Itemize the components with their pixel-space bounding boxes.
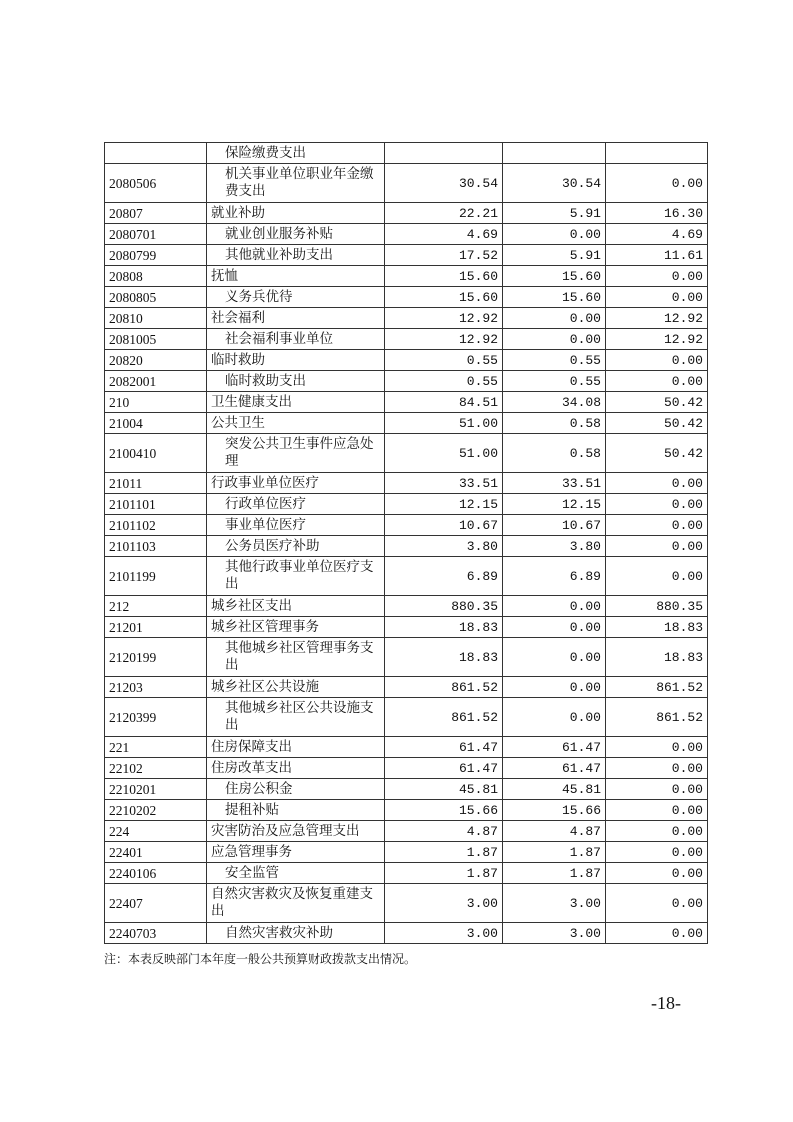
table-row xyxy=(105,800,708,821)
row-basic: 0.00 xyxy=(503,596,606,617)
row-basic: 4.87 xyxy=(503,821,606,842)
table-row xyxy=(105,329,708,350)
row-code: 2240703 xyxy=(105,923,207,944)
row-total: 880.35 xyxy=(385,596,503,617)
row-basic: 61.47 xyxy=(503,737,606,758)
row-code: 2120199 xyxy=(105,638,207,677)
row-name: 城乡社区公共设施 xyxy=(207,677,385,698)
row-name: 义务兵优待 xyxy=(207,287,385,308)
row-total: 84.51 xyxy=(385,392,503,413)
row-name: 突发公共卫生事件应急处理 xyxy=(207,434,385,473)
row-total: 6.89 xyxy=(385,557,503,596)
row-project: 880.35 xyxy=(606,596,708,617)
row-project: 0.00 xyxy=(606,779,708,800)
row-name: 其他城乡社区管理事务支出 xyxy=(207,638,385,677)
row-total: 4.87 xyxy=(385,821,503,842)
row-project: 16.30 xyxy=(606,203,708,224)
row-code: 20808 xyxy=(105,266,207,287)
budget-table-body xyxy=(105,143,708,944)
row-name: 自然灾害救灾及恢复重建支出 xyxy=(207,884,385,923)
table-row xyxy=(105,350,708,371)
row-total: 1.87 xyxy=(385,863,503,884)
row-name: 卫生健康支出 xyxy=(207,392,385,413)
row-project: 861.52 xyxy=(606,698,708,737)
row-name: 公务员医疗补助 xyxy=(207,536,385,557)
row-code: 2100410 xyxy=(105,434,207,473)
row-code: 212 xyxy=(105,596,207,617)
row-code: 22407 xyxy=(105,884,207,923)
row-code: 2101103 xyxy=(105,536,207,557)
row-name: 行政单位医疗 xyxy=(207,494,385,515)
row-total: 17.52 xyxy=(385,245,503,266)
row-basic: 0.55 xyxy=(503,350,606,371)
row-basic: 12.15 xyxy=(503,494,606,515)
table-row xyxy=(105,677,708,698)
row-name: 保险缴费支出 xyxy=(207,143,385,164)
row-project: 0.00 xyxy=(606,863,708,884)
row-basic: 5.91 xyxy=(503,245,606,266)
row-project: 861.52 xyxy=(606,677,708,698)
row-total: 1.87 xyxy=(385,842,503,863)
row-name: 事业单位医疗 xyxy=(207,515,385,536)
row-name: 其他行政事业单位医疗支出 xyxy=(207,557,385,596)
row-code: 22401 xyxy=(105,842,207,863)
row-code: 2101199 xyxy=(105,557,207,596)
row-basic: 0.00 xyxy=(503,308,606,329)
table-row xyxy=(105,371,708,392)
row-basic: 30.54 xyxy=(503,164,606,203)
row-total: 45.81 xyxy=(385,779,503,800)
table-row xyxy=(105,923,708,944)
row-basic: 0.58 xyxy=(503,434,606,473)
row-name: 行政事业单位医疗 xyxy=(207,473,385,494)
row-basic: 15.66 xyxy=(503,800,606,821)
row-total: 861.52 xyxy=(385,698,503,737)
row-project: 0.00 xyxy=(606,371,708,392)
row-code: 2081005 xyxy=(105,329,207,350)
row-name: 应急管理事务 xyxy=(207,842,385,863)
row-basic: 3.80 xyxy=(503,536,606,557)
row-name: 机关事业单位职业年金缴费支出 xyxy=(207,164,385,203)
row-project: 50.42 xyxy=(606,413,708,434)
row-total: 61.47 xyxy=(385,758,503,779)
row-code: 21203 xyxy=(105,677,207,698)
row-total: 0.55 xyxy=(385,371,503,392)
row-project: 18.83 xyxy=(606,617,708,638)
row-total: 3.80 xyxy=(385,536,503,557)
row-total: 15.66 xyxy=(385,800,503,821)
row-total: 15.60 xyxy=(385,266,503,287)
row-code: 2080701 xyxy=(105,224,207,245)
row-basic: 34.08 xyxy=(503,392,606,413)
row-name: 安全监管 xyxy=(207,863,385,884)
row-total: 51.00 xyxy=(385,434,503,473)
table-note: 注：本表反映部门本年度一般公共预算财政拨款支出情况。 xyxy=(104,952,417,966)
row-project: 0.00 xyxy=(606,737,708,758)
row-total: 4.69 xyxy=(385,224,503,245)
row-project: 0.00 xyxy=(606,842,708,863)
table-row xyxy=(105,884,708,923)
row-code: 21011 xyxy=(105,473,207,494)
row-project: 12.92 xyxy=(606,308,708,329)
table-row xyxy=(105,737,708,758)
table-row xyxy=(105,203,708,224)
row-project: 0.00 xyxy=(606,557,708,596)
table-row xyxy=(105,863,708,884)
page-number: -18- xyxy=(651,993,681,1013)
row-total: 15.60 xyxy=(385,287,503,308)
row-project: 0.00 xyxy=(606,350,708,371)
row-total: 18.83 xyxy=(385,638,503,677)
row-basic: 0.00 xyxy=(503,329,606,350)
row-total: 30.54 xyxy=(385,164,503,203)
row-project: 50.42 xyxy=(606,392,708,413)
row-code: 20810 xyxy=(105,308,207,329)
row-name: 抚恤 xyxy=(207,266,385,287)
row-project: 4.69 xyxy=(606,224,708,245)
table-row xyxy=(105,842,708,863)
row-project: 0.00 xyxy=(606,515,708,536)
row-code: 2101101 xyxy=(105,494,207,515)
row-total: 3.00 xyxy=(385,884,503,923)
row-code xyxy=(105,143,207,164)
row-project: 0.00 xyxy=(606,287,708,308)
table-row xyxy=(105,557,708,596)
row-name: 社会福利事业单位 xyxy=(207,329,385,350)
table-row xyxy=(105,494,708,515)
row-project: 0.00 xyxy=(606,800,708,821)
row-name: 住房改革支出 xyxy=(207,758,385,779)
row-basic: 5.91 xyxy=(503,203,606,224)
table-row xyxy=(105,617,708,638)
row-code: 2120399 xyxy=(105,698,207,737)
row-total: 61.47 xyxy=(385,737,503,758)
row-total xyxy=(385,143,503,164)
row-code: 22102 xyxy=(105,758,207,779)
row-name: 其他就业补助支出 xyxy=(207,245,385,266)
row-name: 住房公积金 xyxy=(207,779,385,800)
row-project: 0.00 xyxy=(606,758,708,779)
row-code: 2082001 xyxy=(105,371,207,392)
row-basic: 45.81 xyxy=(503,779,606,800)
row-total: 10.67 xyxy=(385,515,503,536)
row-name: 社会福利 xyxy=(207,308,385,329)
row-basic: 0.00 xyxy=(503,677,606,698)
row-code: 2210201 xyxy=(105,779,207,800)
row-code: 2240106 xyxy=(105,863,207,884)
row-project: 0.00 xyxy=(606,923,708,944)
row-name: 公共卫生 xyxy=(207,413,385,434)
table-row xyxy=(105,758,708,779)
row-name: 提租补贴 xyxy=(207,800,385,821)
row-code: 2080805 xyxy=(105,287,207,308)
row-total: 861.52 xyxy=(385,677,503,698)
row-project: 50.42 xyxy=(606,434,708,473)
table-row xyxy=(105,266,708,287)
table-row xyxy=(105,224,708,245)
table-row xyxy=(105,245,708,266)
row-project: 0.00 xyxy=(606,821,708,842)
table-row xyxy=(105,779,708,800)
row-name: 灾害防治及应急管理支出 xyxy=(207,821,385,842)
row-code: 2080799 xyxy=(105,245,207,266)
row-project xyxy=(606,143,708,164)
row-total: 18.83 xyxy=(385,617,503,638)
table-row xyxy=(105,638,708,677)
row-code: 2080506 xyxy=(105,164,207,203)
row-code: 224 xyxy=(105,821,207,842)
row-basic: 33.51 xyxy=(503,473,606,494)
row-project: 0.00 xyxy=(606,164,708,203)
row-name: 临时救助支出 xyxy=(207,371,385,392)
row-code: 21004 xyxy=(105,413,207,434)
row-total: 0.55 xyxy=(385,350,503,371)
row-name: 其他城乡社区公共设施支出 xyxy=(207,698,385,737)
row-total: 12.92 xyxy=(385,308,503,329)
row-basic: 6.89 xyxy=(503,557,606,596)
table-row xyxy=(105,287,708,308)
row-name: 城乡社区支出 xyxy=(207,596,385,617)
row-basic: 15.60 xyxy=(503,287,606,308)
row-basic: 3.00 xyxy=(503,923,606,944)
table-row xyxy=(105,434,708,473)
row-project: 11.61 xyxy=(606,245,708,266)
table-row xyxy=(105,698,708,737)
row-project: 0.00 xyxy=(606,536,708,557)
table-row xyxy=(105,413,708,434)
row-code: 2101102 xyxy=(105,515,207,536)
row-code: 2210202 xyxy=(105,800,207,821)
table-row xyxy=(105,392,708,413)
row-name: 城乡社区管理事务 xyxy=(207,617,385,638)
row-total: 33.51 xyxy=(385,473,503,494)
row-name: 住房保障支出 xyxy=(207,737,385,758)
row-basic: 0.00 xyxy=(503,698,606,737)
row-basic: 10.67 xyxy=(503,515,606,536)
row-total: 3.00 xyxy=(385,923,503,944)
table-row xyxy=(105,143,708,164)
row-project: 18.83 xyxy=(606,638,708,677)
row-basic: 1.87 xyxy=(503,863,606,884)
row-total: 12.92 xyxy=(385,329,503,350)
row-basic: 15.60 xyxy=(503,266,606,287)
row-project: 0.00 xyxy=(606,266,708,287)
row-basic: 3.00 xyxy=(503,884,606,923)
row-name: 就业创业服务补贴 xyxy=(207,224,385,245)
row-project: 0.00 xyxy=(606,884,708,923)
row-total: 12.15 xyxy=(385,494,503,515)
row-name: 就业补助 xyxy=(207,203,385,224)
row-name: 临时救助 xyxy=(207,350,385,371)
row-code: 20807 xyxy=(105,203,207,224)
row-project: 0.00 xyxy=(606,473,708,494)
table-row xyxy=(105,821,708,842)
row-basic: 0.00 xyxy=(503,638,606,677)
table-row xyxy=(105,164,708,203)
row-code: 20820 xyxy=(105,350,207,371)
table-row xyxy=(105,308,708,329)
row-basic: 61.47 xyxy=(503,758,606,779)
table-row xyxy=(105,515,708,536)
budget-table xyxy=(104,142,708,944)
table-row xyxy=(105,596,708,617)
row-code: 221 xyxy=(105,737,207,758)
row-basic: 0.00 xyxy=(503,224,606,245)
table-row xyxy=(105,536,708,557)
row-basic: 0.58 xyxy=(503,413,606,434)
row-code: 21201 xyxy=(105,617,207,638)
row-total: 51.00 xyxy=(385,413,503,434)
row-project: 12.92 xyxy=(606,329,708,350)
row-project: 0.00 xyxy=(606,494,708,515)
row-name: 自然灾害救灾补助 xyxy=(207,923,385,944)
row-total: 22.21 xyxy=(385,203,503,224)
row-basic xyxy=(503,143,606,164)
row-basic: 0.55 xyxy=(503,371,606,392)
table-row xyxy=(105,473,708,494)
row-basic: 1.87 xyxy=(503,842,606,863)
row-code: 210 xyxy=(105,392,207,413)
row-basic: 0.00 xyxy=(503,617,606,638)
